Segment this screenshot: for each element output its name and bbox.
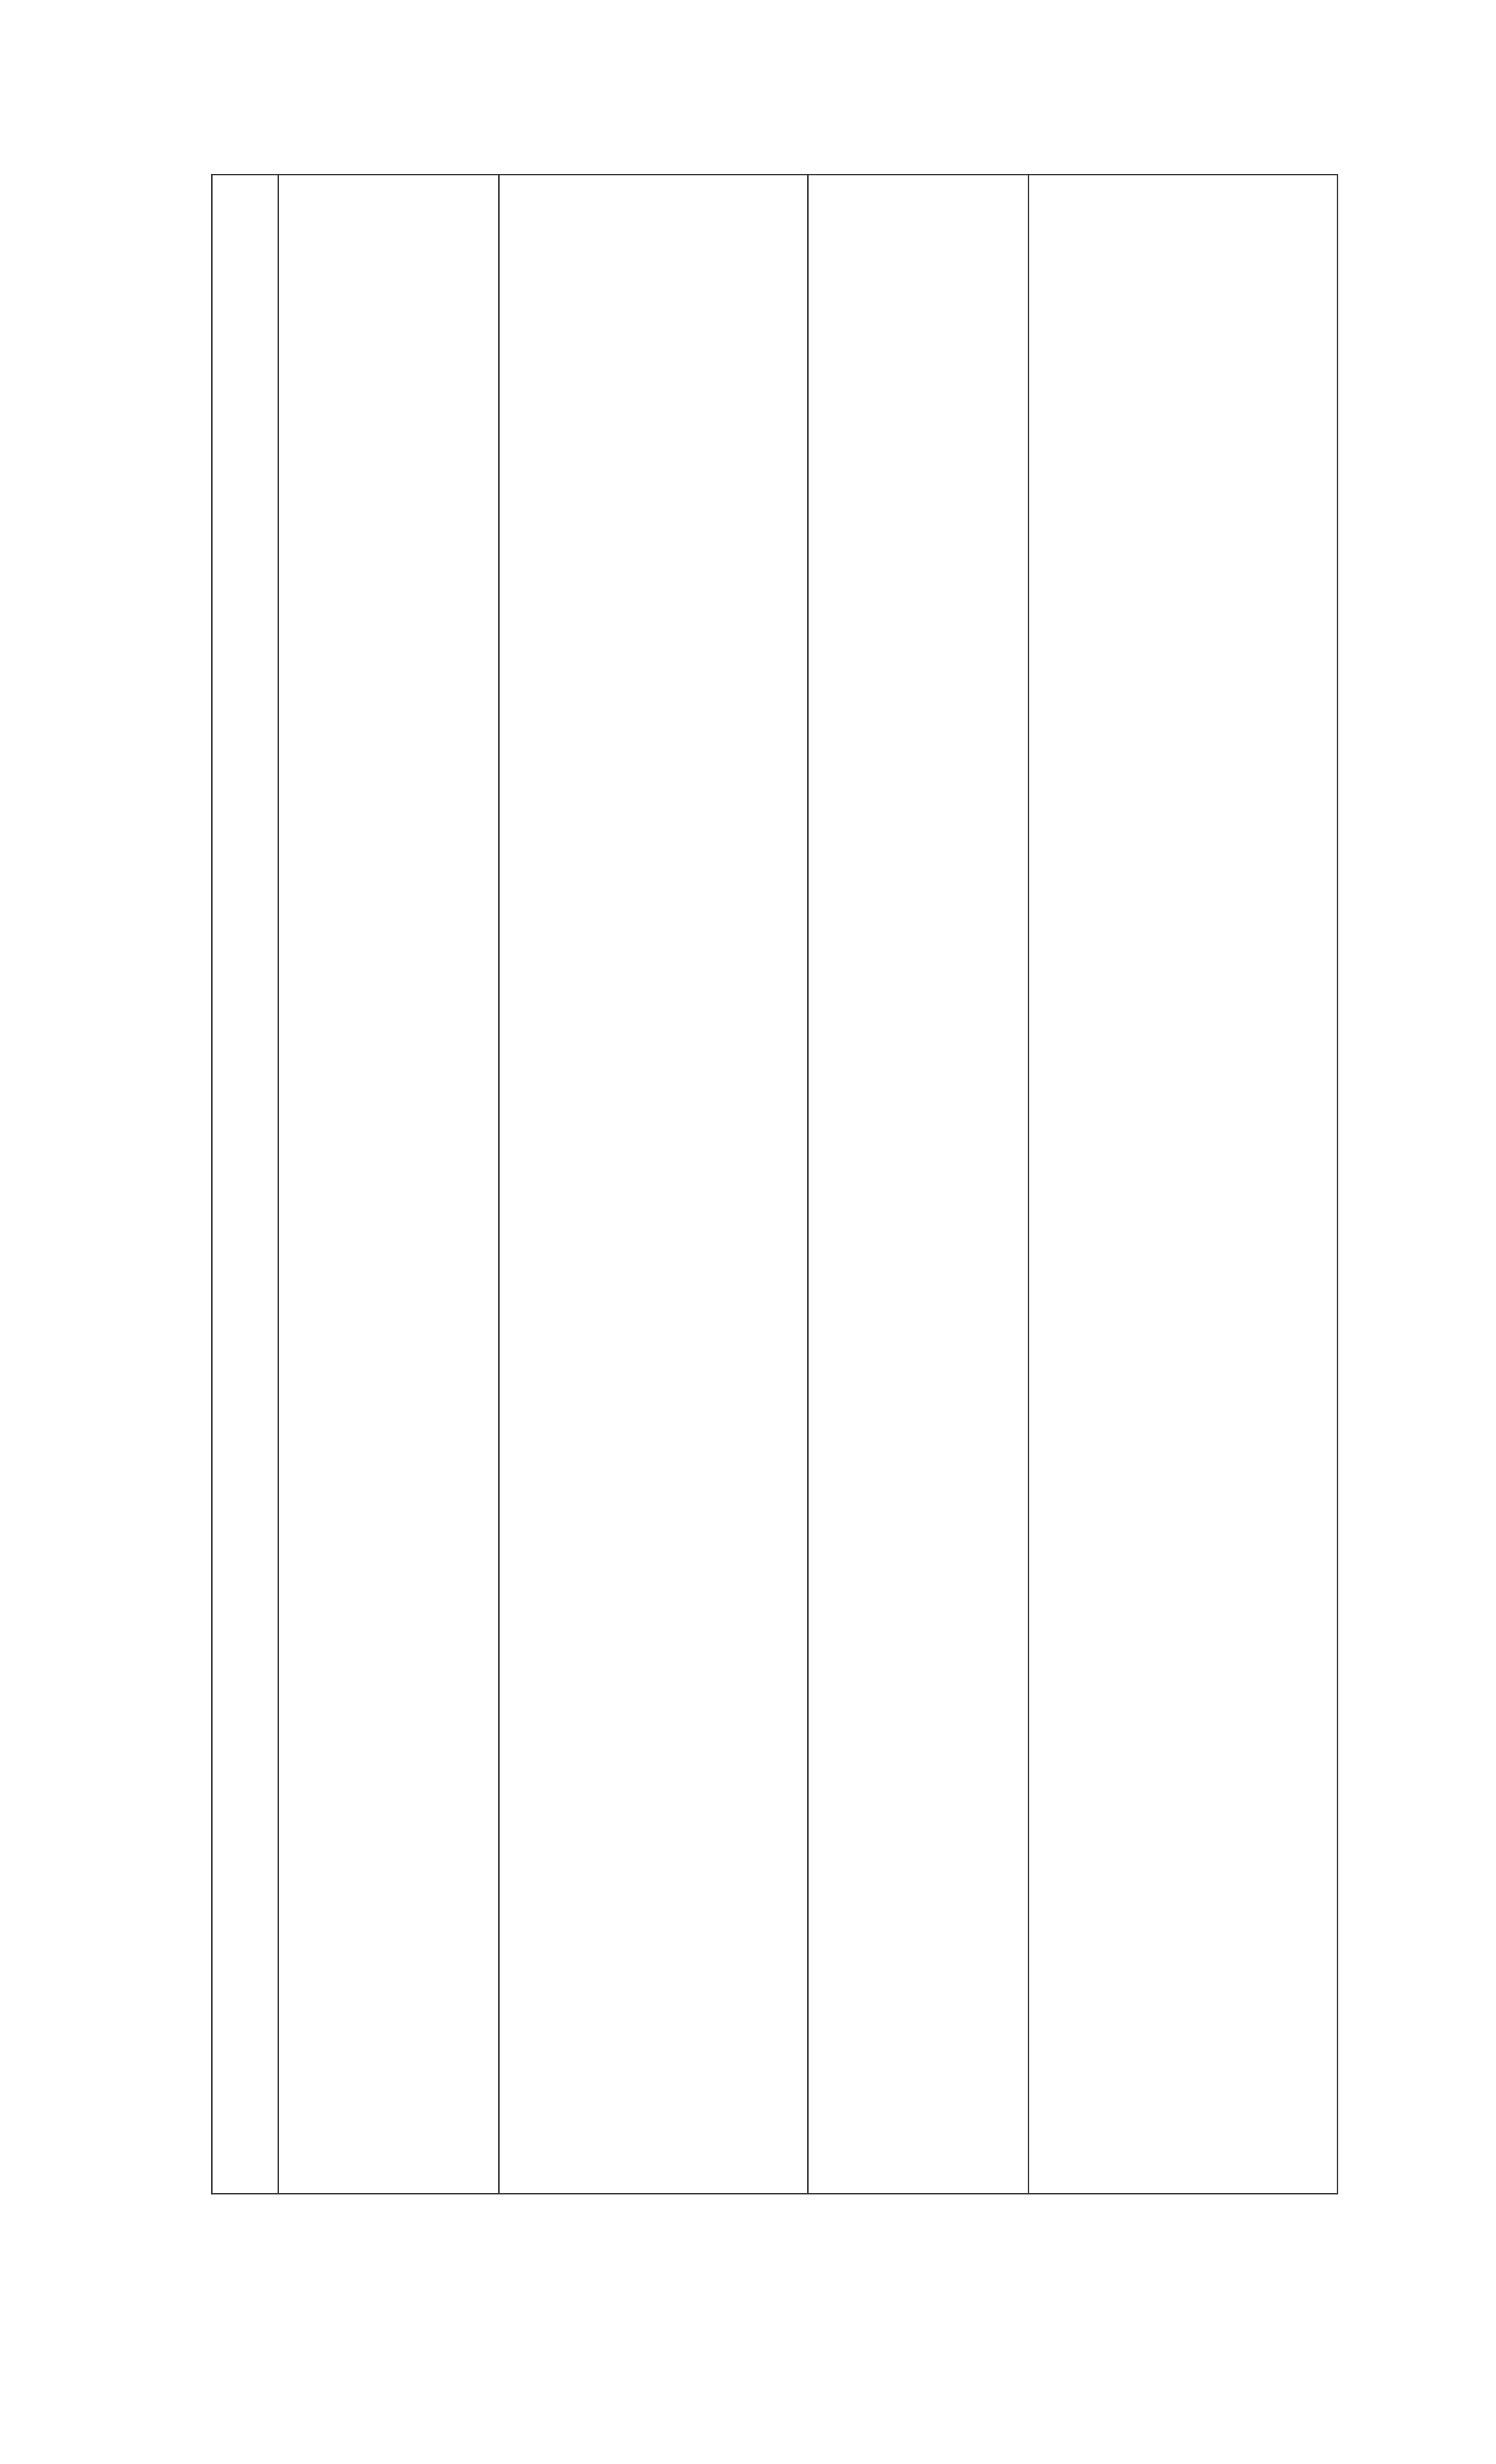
procedure-content bbox=[500, 175, 807, 177]
table-cell-notes bbox=[1028, 175, 1337, 2194]
activity-table bbox=[211, 174, 1338, 2194]
responsible-list bbox=[809, 175, 1028, 177]
table-cell-responsible bbox=[808, 175, 1028, 2194]
table-cell-procedure bbox=[499, 175, 808, 2194]
table-cell-activity bbox=[278, 175, 499, 2194]
table-row bbox=[212, 175, 1337, 2194]
notes-content bbox=[1029, 175, 1337, 177]
table-cell-number bbox=[212, 175, 278, 2194]
